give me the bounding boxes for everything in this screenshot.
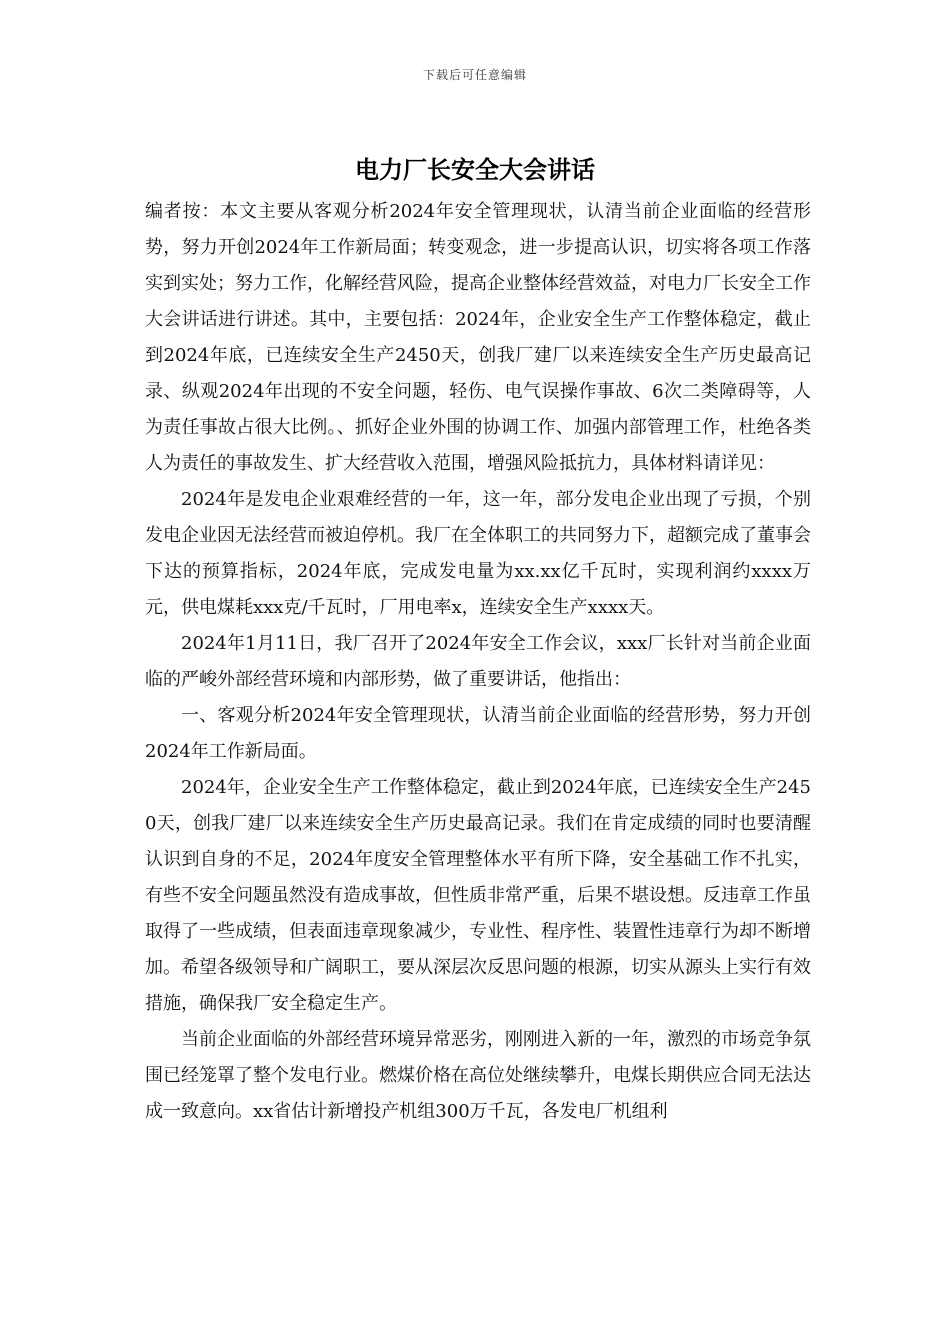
body-paragraph: 2024年是发电企业艰难经营的一年，这一年，部分发电企业出现了亏损，个别发电企业因无法经营而被迫停机。我厂在全体职工的共同努力下，超额完成了董事会下达的预算指标，2024年底，完成发电量为xx.xx亿千瓦时，实现利润约xxxx万元，供电煤耗xxx克/千瓦时，厂用电率x，连续安全生产xxxx天。 [145, 489, 811, 618]
document-body [145, 194, 811, 1130]
body-paragraph: 2024年1月11日，我厂召开了2024年安全工作会议，xxx厂长针对当前企业面临的严峻外部经营环境和内部形势，做了重要讲话，他指出： [145, 633, 811, 690]
body-paragraph: 2024年，企业安全生产工作整体稳定，截止到2024年底，已连续安全生产2450天，创我厂建厂以来连续安全生产历史最高记录。我们在肯定成绩的同时也要清醒认识到自身的不足，2024年度安全管理整体水平有所下降，安全基础工作不扎实，有些不安全问题虽然没有造成事故，但性质非常严重，后果不堪设想。反违章工作虽取得了一些成绩，但表面违章现象减少，专业性、程序性、装置性违章行为却不断增加。希望各级领导和广阔职工，要从深层次反思问题的根源，切实从源头上实行有效措施，确保我厂安全稳定生产。 [145, 777, 811, 1014]
editor-note-paragraph: 编者按：本文主要从客观分析2024年安全管理现状，认清当前企业面临的经营形势，努力开创2024年工作新局面；转变观念，进一步提高认识，切实将各项工作落实到实处；努力工作，化解经营风险，提高企业整体经营效益，对电力厂长安全工作大会讲话进行讲述。其中，主要包括：2024年，企业安全生产工作整体稳定，截止到2024年底，已连续安全生产2450天，创我厂建厂以来连续安全生产历史最高记录、纵观2024年出现的不安全问题，轻伤、电气误操作事故、6次二类障碍等，人为责任事故占很大比例。、抓好企业外围的协调工作、加强内部管理工作，杜绝各类人为责任的事故发生、扩大经营收入范围，增强风险抵抗力，具体材料请详见： [145, 201, 811, 474]
body-paragraph: 当前企业面临的外部经营环境异常恶劣，刚刚进入新的一年，激烈的市场竞争氛围已经笼罩了整个发电行业。燃煤价格在高位处继续攀升，电煤长期供应合同无法达成一致意向。xx省估计新增投产机组300万千瓦，各发电厂机组利 [145, 1029, 811, 1122]
section-heading-paragraph: 一、客观分析2024年安全管理现状，认清当前企业面临的经营形势，努力开创2024年工作新局面。 [145, 705, 811, 762]
document-title: 电力厂长安全大会讲话 [355, 155, 595, 184]
header-note: 下载后可任意编辑 [422, 68, 527, 82]
